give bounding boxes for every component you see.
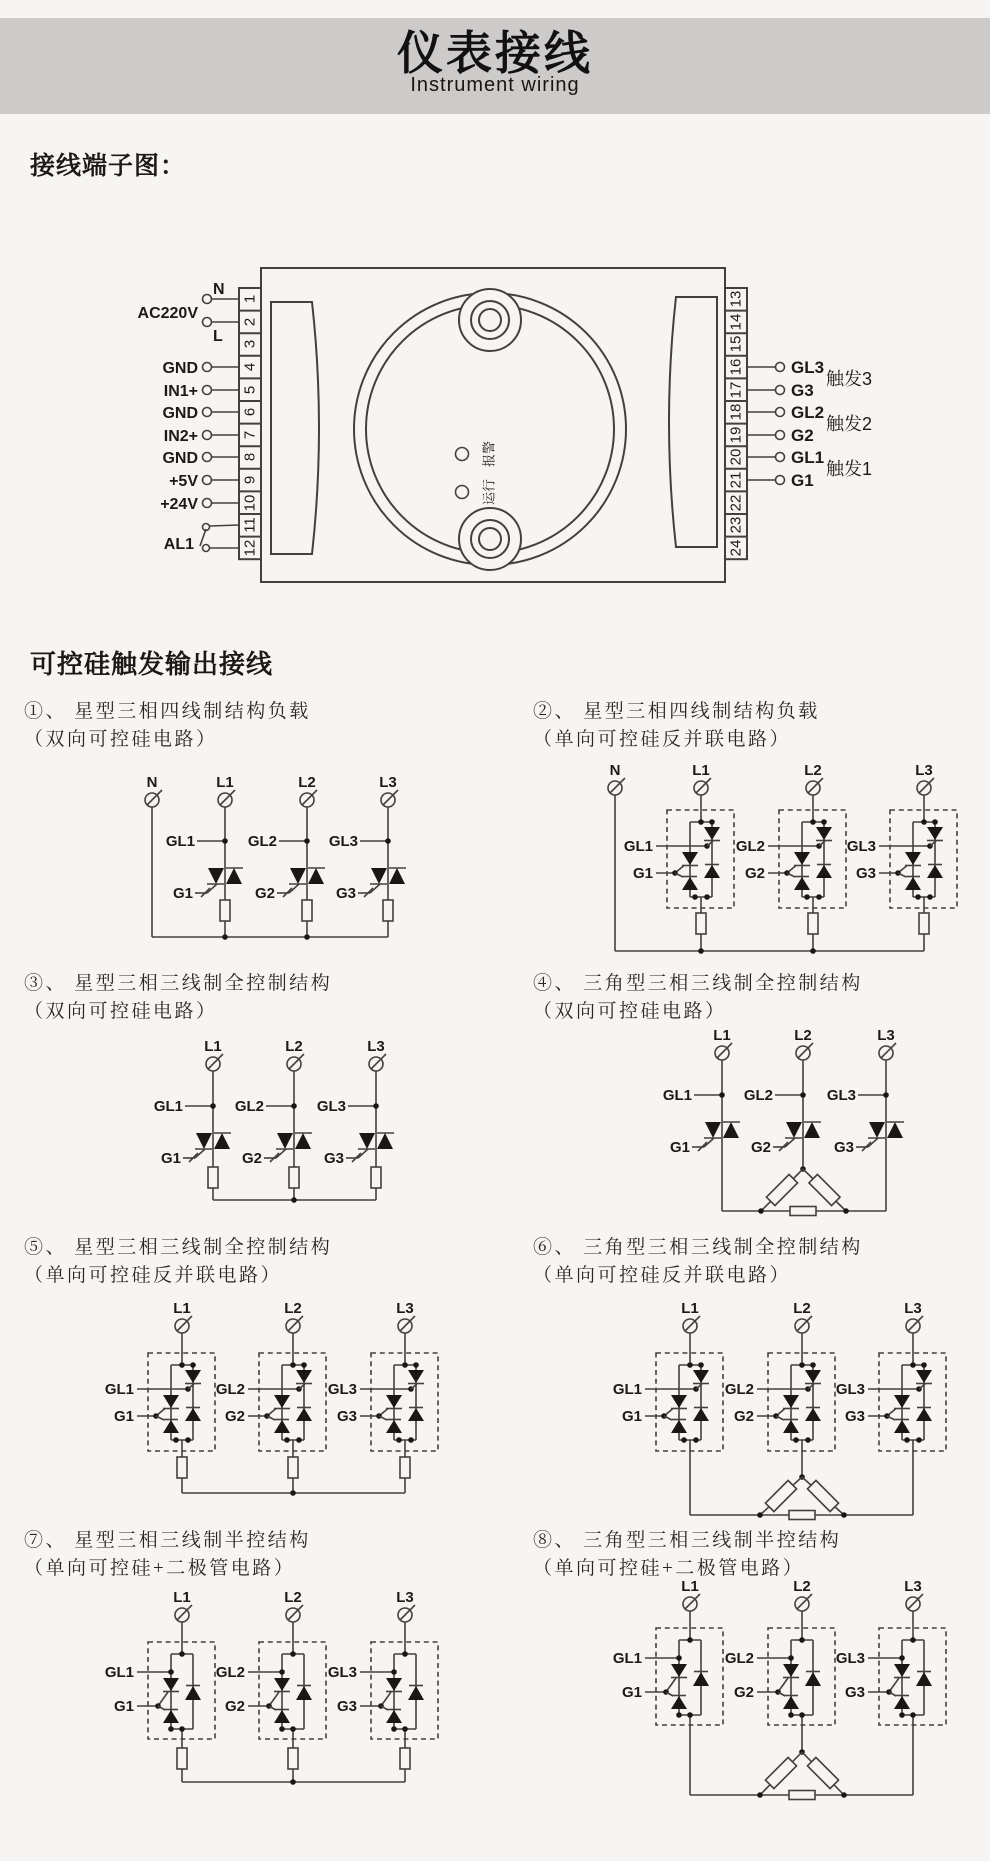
terminal-icon [175,1605,192,1622]
terminal-number: 8 [241,452,259,462]
pin-label: G3 [791,381,814,400]
scr-antiparallel-module [868,1353,946,1451]
gate-label: G2 [744,865,765,882]
trigger-group-label: 触发2 [826,414,873,434]
terminal-strip-right [725,288,747,559]
caption-8-line1: ⑧、 三角型三相三线制半控结构 [533,1530,842,1551]
scr-diode-module [645,1628,723,1725]
scr-section-heading: 可控硅触发输出接线 [30,649,274,679]
gate-label: G3 [336,1408,357,1425]
scr-diode-module [360,1642,438,1739]
resistor [208,1167,218,1188]
resistor [400,1457,410,1478]
triac-icon [264,1133,312,1162]
gate-line-label: GL3 [316,1098,346,1115]
gate-line-label: GL1 [612,1650,642,1667]
terminal-icon [175,1316,192,1333]
gate-label: G1 [621,1408,642,1425]
pin-label: +24V [160,496,198,513]
terminal-icon [369,1054,386,1071]
resistor [765,1757,796,1788]
triac-icon [773,1122,821,1151]
triac-icon [277,868,325,897]
caption-1-line2: （双向可控硅电路） [24,728,218,750]
resistor [789,1511,815,1520]
phase-label: L2 [284,1300,302,1317]
trigger-group-label: 触发1 [826,459,873,479]
caption-6-line1: ⑥、 三角型三相三线制全控制结构 [533,1237,863,1258]
phase-label: L1 [173,1589,191,1606]
terminal-icon [795,1316,812,1333]
terminal-number: 11 [241,517,259,533]
terminal-icon [381,790,398,807]
terminal-icon [879,1043,896,1060]
gate-label: G2 [224,1408,245,1425]
resistor [696,913,706,934]
scr-antiparallel-module [656,810,734,908]
resistor [789,1791,815,1800]
caption-3-line2: （双向可控硅电路） [24,1000,218,1022]
phase-label: L2 [793,1300,811,1317]
pin-label: +5V [169,473,198,490]
caption-6-line2: （单向可控硅反并联电路） [533,1264,792,1286]
resistor [919,913,929,934]
phase-label: L2 [793,1578,811,1595]
resistor [807,1757,838,1788]
gate-label: G3 [336,1698,357,1715]
terminal-number: 15 [727,335,745,353]
terminal-number: 6 [241,407,259,417]
triac-icon [692,1122,740,1151]
gate-line-label: GL3 [835,1381,865,1398]
right-pin-wiring [747,358,872,490]
pin-label: GND [162,450,198,467]
scr-antiparallel-module [645,1353,723,1451]
phase-label: L3 [904,1300,922,1317]
gate-line-label: GL3 [327,1381,357,1398]
terminal-icon [906,1316,923,1333]
caption-5-line2: （单向可控硅反并联电路） [24,1264,283,1286]
pin-label: IN2+ [163,428,198,445]
diagram-8 [613,1578,946,1800]
gate-label: G1 [632,865,653,882]
terminal-icon [206,1054,223,1071]
phase-label: L1 [173,1300,191,1317]
scr-antiparallel-module [248,1353,326,1451]
gate-label: G2 [224,1698,245,1715]
scr-antiparallel-module [768,810,846,908]
terminal-icon [917,778,934,795]
gate-label: G2 [733,1684,754,1701]
phase-label: L1 [681,1578,699,1595]
terminal-number: 12 [241,539,259,557]
phase-label: L2 [298,774,316,791]
terminal-icon [715,1043,732,1060]
gate-line-label: GL2 [215,1664,245,1681]
terminal-number: 1 [241,294,259,304]
gate-line-label: GL2 [724,1381,754,1398]
caption-4-line2: （双向可控硅电路） [533,1000,727,1022]
scr-diode-module [248,1642,326,1739]
pin-label: GND [162,360,198,377]
phase-label: L2 [284,1589,302,1606]
scr-antiparallel-module [879,810,957,908]
triac-icon [358,868,406,897]
phase-label: L3 [904,1578,922,1595]
terminal-icon [608,778,625,795]
terminal-icon [806,778,823,795]
resistor [177,1457,187,1478]
terminal-icon [286,1605,303,1622]
terminal-number: 4 [241,362,259,372]
phase-label: L1 [216,774,234,791]
phase-label: L2 [794,1027,812,1044]
resistor [220,900,230,921]
caption-7-line2: （单向可控硅+二极管电路） [24,1557,296,1579]
gate-label: G1 [113,1698,134,1715]
terminal-number: 17 [727,381,745,399]
gate-line-label: GL1 [662,1087,692,1104]
gate-line-label: GL1 [165,833,195,850]
phase-label: L1 [692,762,710,779]
gate-line-label: GL2 [234,1098,264,1115]
terminal-number: 9 [241,475,259,485]
resistor [288,1457,298,1478]
gate-label: G1 [669,1139,690,1156]
triac-icon [346,1133,394,1162]
terminal-number: 18 [727,403,745,421]
terminal-number: 16 [727,358,745,376]
phase-label: L3 [915,762,933,779]
gate-label: G3 [833,1139,854,1156]
terminal-number: 23 [727,516,745,534]
pin-label: G1 [791,471,814,490]
phase-label: L3 [379,774,397,791]
gate-label: G1 [113,1408,134,1425]
gate-label: G3 [335,885,356,902]
bottom-screw-ring [471,520,509,558]
phase-label: L2 [285,1038,303,1055]
diagram-2 [608,762,957,954]
pin-label: IN1+ [163,383,198,400]
terminal-number: 20 [727,448,745,466]
terminal-icon [287,1054,304,1071]
terminal-icon [906,1594,923,1611]
scr-diode-module [757,1628,835,1725]
gate-line-label: GL2 [215,1381,245,1398]
terminal-number: 7 [241,430,259,440]
gate-line-label: GL1 [104,1664,134,1681]
gate-label: G1 [160,1150,181,1167]
terminal-icon [286,1316,303,1333]
scr-antiparallel-module [137,1353,215,1451]
gate-line-label: GL3 [328,833,358,850]
diagram-7 [105,1589,438,1785]
terminal-number: 22 [727,494,745,512]
terminal-number: 21 [727,471,745,489]
diagram-6 [613,1300,946,1520]
pin-label: GL3 [791,358,825,377]
terminal-number: 24 [727,539,745,557]
pin-label-al1: AL1 [163,536,194,553]
caption-2-line1: ②、 星型三相四线制结构负载 [533,701,820,722]
resistor [808,913,818,934]
pin-label: GND [162,405,198,422]
diagram-3 [154,1038,394,1203]
gate-line-label: GL2 [724,1650,754,1667]
gate-line-label: GL3 [835,1650,865,1667]
resistor [177,1748,187,1769]
gate-line-label: GL1 [153,1098,183,1115]
pin-label-n: N [213,281,225,298]
terminal-icon [796,1043,813,1060]
caption-3-line1: ③、 星型三相三线制全控制结构 [24,973,333,994]
terminal-icon [218,790,235,807]
resistor [289,1167,299,1188]
left-pin-wiring [138,281,239,553]
resistor [400,1748,410,1769]
terminal-number: 13 [727,290,745,308]
triac-icon [183,1133,231,1162]
gate-line-label: GL2 [743,1087,773,1104]
resistor [302,900,312,921]
phase-label: L3 [396,1300,414,1317]
diagram-5 [105,1300,438,1496]
terminal-diagram [138,268,873,582]
gate-line-label: GL1 [612,1381,642,1398]
caption-4-line1: ④、 三角型三相三线制全控制结构 [533,973,863,994]
gate-line-label: GL3 [826,1087,856,1104]
gate-label: G2 [733,1408,754,1425]
alarm-led-label: 报警 [481,440,497,468]
terminal-number: 2 [241,317,259,327]
gate-label: G3 [323,1150,344,1167]
terminal-icon [694,778,711,795]
scr-antiparallel-module [360,1353,438,1451]
page-title: 仪表接线 [397,27,593,79]
gate-label: G3 [844,1684,865,1701]
resistor [371,1167,381,1188]
scr-diode-module [868,1628,946,1725]
pin-label: GL1 [791,448,825,467]
pin-label: G2 [791,426,814,445]
caption-7-line1: ⑦、 星型三相三线制半控结构 [24,1530,311,1551]
gate-label: G3 [844,1408,865,1425]
gate-line-label: GL3 [327,1664,357,1681]
phase-label: L3 [396,1589,414,1606]
caption-8-line2: （单向可控硅+二极管电路） [533,1557,805,1579]
phase-label: N [146,774,158,791]
terminal-section-heading: 接线端子图： [30,152,187,180]
gate-line-label: GL1 [104,1381,134,1398]
scr-antiparallel-module [757,1353,835,1451]
top-screw-ring [471,301,509,339]
resistor [790,1207,816,1216]
resistor [807,1480,838,1511]
gate-line-label: GL2 [247,833,277,850]
terminal-icon [398,1605,415,1622]
scr-diode-module [137,1642,215,1739]
terminal-number: 10 [241,494,259,512]
terminal-number: 19 [727,426,745,444]
phase-label: L3 [367,1038,385,1055]
diagram-1 [145,774,406,940]
caption-2-line2: （单向可控硅反并联电路） [533,728,792,750]
trigger-group-label: 触发3 [826,369,873,389]
gate-line-label: GL3 [846,838,876,855]
resistor [809,1174,840,1205]
terminal-icon [145,790,162,807]
gate-line-label: GL1 [623,838,653,855]
terminal-icon [300,790,317,807]
caption-1-line1: ①、 星型三相四线制结构负载 [24,701,311,722]
diagram-4 [663,1027,904,1216]
gate-label: G1 [172,885,193,902]
gate-line-label: GL2 [735,838,765,855]
gate-label: G3 [855,865,876,882]
resistor [765,1480,796,1511]
terminal-icon [398,1316,415,1333]
pin-label-l: L [213,328,223,345]
resistor [288,1748,298,1769]
phase-label: L2 [804,762,822,779]
resistor [383,900,393,921]
terminal-icon [683,1316,700,1333]
caption-5-line1: ⑤、 星型三相三线制全控制结构 [24,1237,333,1258]
phase-label: L3 [877,1027,895,1044]
phase-label: N [609,762,621,779]
run-led-label: 运行 [481,478,497,506]
gate-label: G2 [254,885,275,902]
pin-label-ac220v: AC220V [137,305,198,322]
gate-label: G1 [621,1684,642,1701]
phase-label: L1 [681,1300,699,1317]
triac-icon [195,868,243,897]
page-subtitle: Instrument wiring [410,74,580,96]
gate-label: G2 [750,1139,771,1156]
resistor [766,1174,797,1205]
terminal-number: 3 [241,339,259,349]
phase-label: L1 [204,1038,222,1055]
terminal-icon [683,1594,700,1611]
terminal-number: 5 [241,385,259,395]
pin-label: GL2 [791,403,825,422]
gate-label: G2 [241,1150,262,1167]
terminal-number: 14 [727,313,745,331]
phase-label: L1 [713,1027,731,1044]
terminal-icon [795,1594,812,1611]
terminal-strip-left [239,288,261,559]
triac-icon [856,1122,904,1151]
